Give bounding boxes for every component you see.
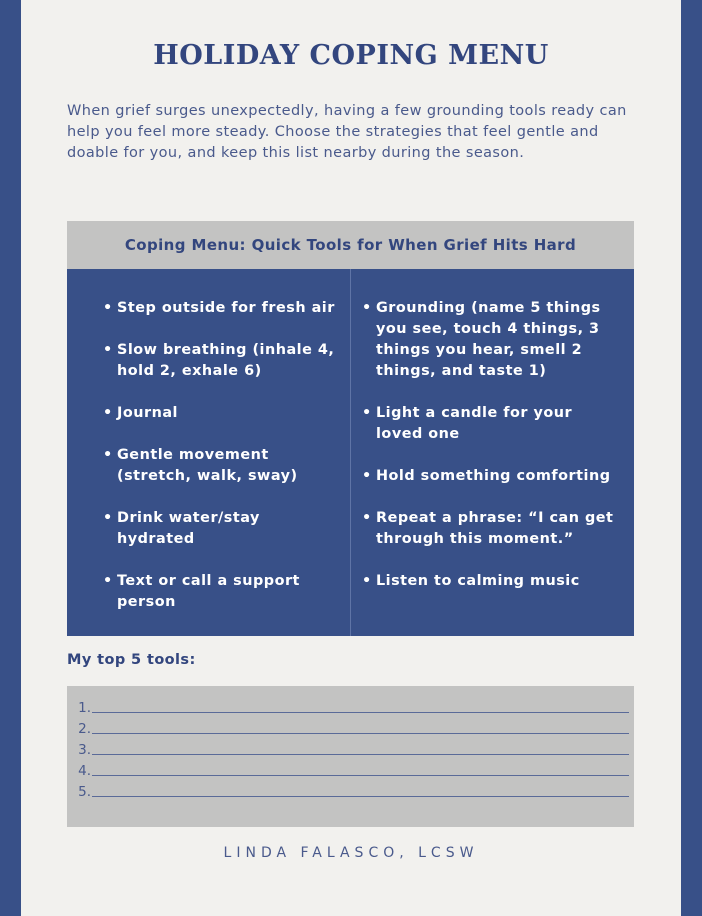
coping-item: • Journal — [103, 403, 343, 424]
top-tools-box — [67, 686, 634, 827]
intro-paragraph: When grief surges unexpectedly, having a few grounding tools ready can help you feel more steady. Choose the strategies that feel gentle and doable for you, and keep this list nearby during the season. — [67, 103, 627, 161]
top-tool-line[interactable] — [77, 716, 629, 737]
coping-item: • Step outside for fresh air — [103, 298, 343, 319]
blank-line — [92, 763, 629, 776]
coping-item: • Repeat a phrase: “I can get through this moment.” — [362, 508, 624, 550]
blank-line — [92, 742, 629, 755]
line-number: 2. — [78, 721, 91, 737]
blank-line — [92, 700, 629, 713]
top-tools-label: My top 5 tools: — [67, 652, 196, 668]
coping-item: • Grounding (name 5 things you see, touch 4 things, 3 things you hear, smell 2 things, and taste 1) — [362, 298, 624, 382]
coping-list-right — [362, 298, 624, 613]
top-tools-list — [77, 695, 629, 800]
left-border-bar — [0, 0, 21, 916]
coping-item: • Slow breathing (inhale 4, hold 2, exhale 6) — [103, 340, 343, 382]
right-border-bar — [681, 0, 702, 916]
page-title: HOLIDAY COPING MENU — [153, 40, 549, 71]
coping-menu-heading: Coping Menu: Quick Tools for When Grief Hits Hard — [67, 221, 634, 269]
line-number: 3. — [78, 742, 91, 758]
coping-item: • Text or call a support person — [103, 571, 343, 613]
column-divider — [350, 269, 351, 636]
line-number: 1. — [78, 700, 91, 716]
coping-list-left — [103, 298, 343, 634]
blank-line — [92, 721, 629, 734]
line-number: 5. — [78, 784, 91, 800]
coping-item: • Listen to calming music — [362, 571, 624, 592]
coping-item: • Light a candle for your loved one — [362, 403, 624, 445]
blank-line — [92, 784, 629, 797]
coping-menu-body — [67, 269, 634, 636]
top-tool-line[interactable] — [77, 737, 629, 758]
top-tool-line[interactable] — [77, 758, 629, 779]
coping-item: • Gentle movement (stretch, walk, sway) — [103, 445, 343, 487]
top-tool-line[interactable] — [77, 779, 629, 800]
coping-item: • Hold something comforting — [362, 466, 624, 487]
author-credit: LINDA FALASCO, LCSW — [223, 845, 479, 861]
coping-item: • Drink water/stay hydrated — [103, 508, 343, 550]
top-tool-line[interactable] — [77, 695, 629, 716]
line-number: 4. — [78, 763, 91, 779]
